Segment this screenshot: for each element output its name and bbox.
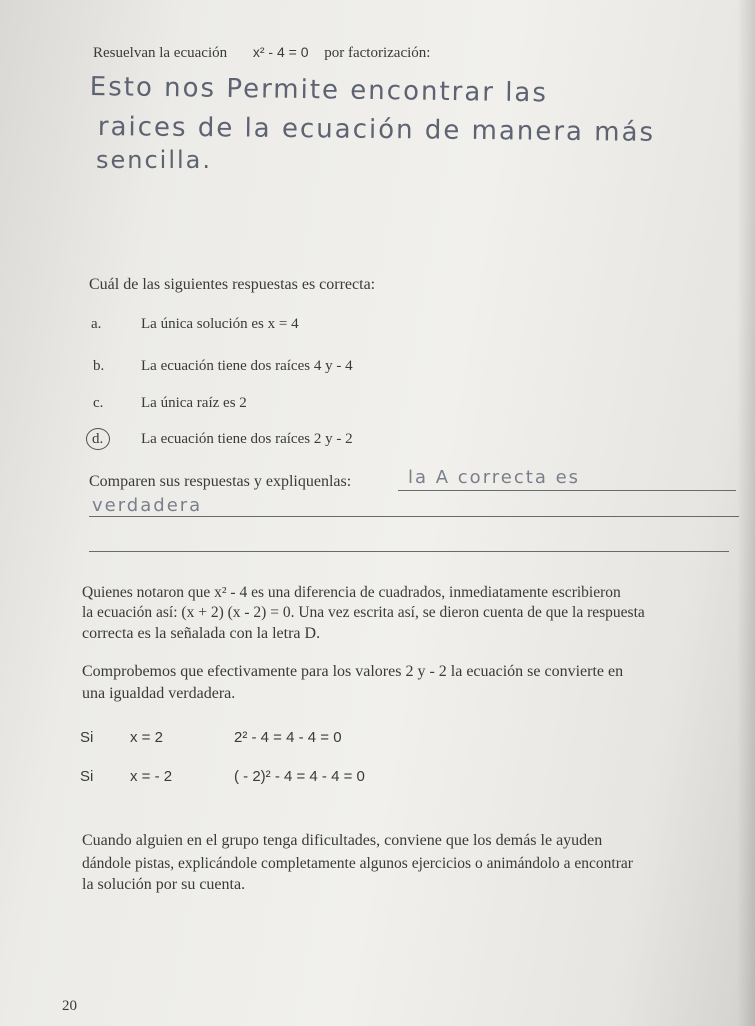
closing-line-2: dándole pistas, explicándole completamente algunos ejercicios o animándolo a encontrar bbox=[82, 855, 633, 872]
option-d-text: La ecuación tiene dos raíces 2 y - 2 bbox=[141, 431, 353, 447]
verify-line-2: una igualdad verdadera. bbox=[82, 685, 236, 702]
verify-line-1: Comprobemos que efectivamente para los valores 2 y - 2 la ecuación se convierte en bbox=[82, 663, 624, 680]
prompt-prefix: Resuelvan la ecuación bbox=[93, 45, 228, 61]
check-2-si: Si bbox=[80, 768, 94, 785]
check-2-value: x = - 2 bbox=[130, 768, 173, 785]
check-1-calc: 2² - 4 = 4 - 4 = 0 bbox=[234, 729, 342, 746]
option-a-text: La única solución es x = 4 bbox=[141, 316, 299, 332]
page-number: 20 bbox=[62, 998, 77, 1014]
prompt-equation: x² - 4 = 0 bbox=[252, 44, 309, 60]
question-text: Cuál de las siguientes respuestas es correcta: bbox=[89, 276, 376, 293]
answer-line-3 bbox=[89, 551, 729, 552]
explanation-line-3: correcta es la señalada con la letra D. bbox=[82, 625, 321, 642]
option-c-letter: c. bbox=[93, 395, 104, 411]
handwritten-compare-2: verdadera bbox=[92, 495, 203, 516]
handwritten-line-1: Esto nos Permite encontrar las bbox=[89, 72, 549, 109]
check-1-value: x = 2 bbox=[130, 729, 163, 746]
exercise-prompt bbox=[93, 44, 430, 62]
explanation-line-1: Quienes notaron que x² - 4 es una diferencia de cuadrados, inmediatamente escribieron bbox=[82, 584, 621, 601]
explanation-line-2: la ecuación así: (x + 2) (x - 2) = 0. Una vez escrita así, se dieron cuenta de que la respuesta bbox=[82, 604, 645, 621]
closing-line-1: Cuando alguien en el grupo tenga dificultades, conviene que los demás le ayuden bbox=[82, 832, 603, 849]
option-d-letter: d. bbox=[92, 431, 104, 447]
handwritten-line-3: sencilla. bbox=[96, 146, 213, 174]
closing-line-3: la solución por su cuenta. bbox=[82, 876, 246, 893]
check-2-calc: ( - 2)² - 4 = 4 - 4 = 0 bbox=[234, 768, 365, 785]
handwritten-compare-1: la A correcta es bbox=[408, 467, 581, 488]
prompt-suffix: por factorización: bbox=[324, 45, 431, 61]
option-b-letter: b. bbox=[93, 358, 105, 374]
answer-line-2 bbox=[89, 516, 739, 517]
option-b-text: La ecuación tiene dos raíces 4 y - 4 bbox=[141, 358, 353, 374]
handwritten-line-2: raices de la ecuación de manera más bbox=[97, 112, 656, 148]
answer-line-1 bbox=[398, 490, 736, 491]
option-a-letter: a. bbox=[91, 316, 102, 332]
page-edge-shadow bbox=[737, 0, 755, 1026]
compare-label: Comparen sus respuestas y expliquenlas: bbox=[89, 473, 352, 490]
option-c-text: La única raíz es 2 bbox=[141, 395, 247, 411]
check-1-si: Si bbox=[80, 729, 94, 746]
